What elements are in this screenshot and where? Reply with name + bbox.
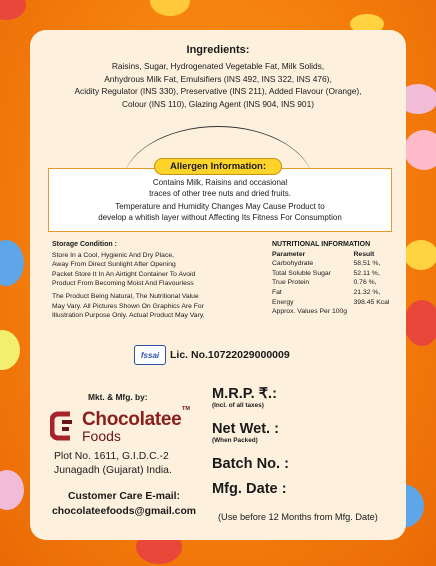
brand-mark-icon [50, 410, 74, 442]
net-weight-label: Net Wet. : [212, 421, 280, 437]
brand-sub: Foods [82, 428, 121, 444]
address: Plot No. 1611, G.I.D.C.-2 Junagadh (Gujarat) India. [54, 451, 172, 477]
fssai-logo-icon: fssai [134, 345, 166, 365]
table-header-row: Parameter Result [272, 250, 375, 258]
mrp-note: (Incl. of all taxes) [212, 402, 264, 409]
candy-decoration [0, 0, 26, 20]
candy-decoration [0, 470, 24, 510]
batch-label: Batch No. : [212, 456, 290, 472]
ingredients-text: Raisins, Sugar, Hydrogenated Vegetable Fat, Milk Solids, Anhydrous Milk Fat, Emulsifiers (INS 492, INS 322, INS 476), Acidity Regulator (INS 330), Preservative (INS 211), Added Flavour (Orange), Colour (INS 110), Glazing Agent (INS 904, INS 901) [74, 61, 362, 109]
nutrition-info [272, 240, 402, 317]
table-row: Fat 21.32 %, [272, 288, 381, 296]
allergen-text: Contains Milk, Raisins and occasional traces of other tree nuts and dried fruits. Temperature and Humidity Changes May Cause Product to develop a whitish layer without Affecting Its Fitness For Consumption [98, 178, 342, 222]
candy-decoration [404, 130, 436, 170]
nutrition-title: NUTRITIONAL INFORMATION [272, 241, 371, 248]
net-weight-note: (When Packed) [212, 437, 258, 444]
table-row: True Protein 0.76 %, [272, 279, 377, 287]
brand-name: Chocolatee [82, 409, 182, 430]
trademark: TM [182, 406, 190, 412]
care-email: chocolateefoods@gmail.com [51, 505, 197, 517]
mfg-date-label: Mfg. Date : [212, 481, 287, 497]
ingredients-title: Ingredients: [186, 44, 250, 56]
table-row: Total Soluble Sugar 52.11 %, [272, 269, 380, 277]
storage-title: Storage Condition : [52, 241, 117, 248]
use-before-note: (Use before 12 Months from Mfg. Date) [218, 512, 378, 522]
care-label: Customer Care E-mail: [67, 491, 181, 502]
candy-decoration [404, 300, 436, 346]
mrp-label: M.R.P. ₹.: [212, 386, 277, 402]
candy-decoration [404, 240, 436, 270]
pack-info [212, 386, 402, 497]
table-row: Carbohydrate 58.51 %, [272, 260, 381, 268]
candy-decoration [0, 240, 24, 286]
customer-care [44, 490, 204, 519]
allergen-title: Allergen Information: [154, 158, 282, 175]
storage-condition: Storage Condition : Store In a Cool, Hygienic And Dry Place, Away From Direct Sunlight After Opening Packet Store It In An Airtight Container To Avoid Product From Becoming Moist And Flavourless The Product Being Natural, The Nutritional Value May Vary. All Pictures Shown On Graphics Are For Illustration Purpose Only. Actual Product May Vary. [52, 240, 252, 324]
candy-decoration [150, 0, 190, 16]
brand-logo [48, 408, 198, 442]
nutrition-footer: Approx. Values Per 100g [272, 308, 348, 316]
candy-decoration [0, 330, 20, 370]
nutrition-table [272, 250, 402, 308]
table-row: Energy 398.45 Kcal [272, 298, 390, 306]
fssai-license [134, 345, 290, 365]
license-number: Lic. No.10722029000009 [170, 349, 290, 361]
label-panel [30, 30, 406, 540]
manufacturer-label: Mkt. & Mfg. by: [88, 392, 148, 402]
